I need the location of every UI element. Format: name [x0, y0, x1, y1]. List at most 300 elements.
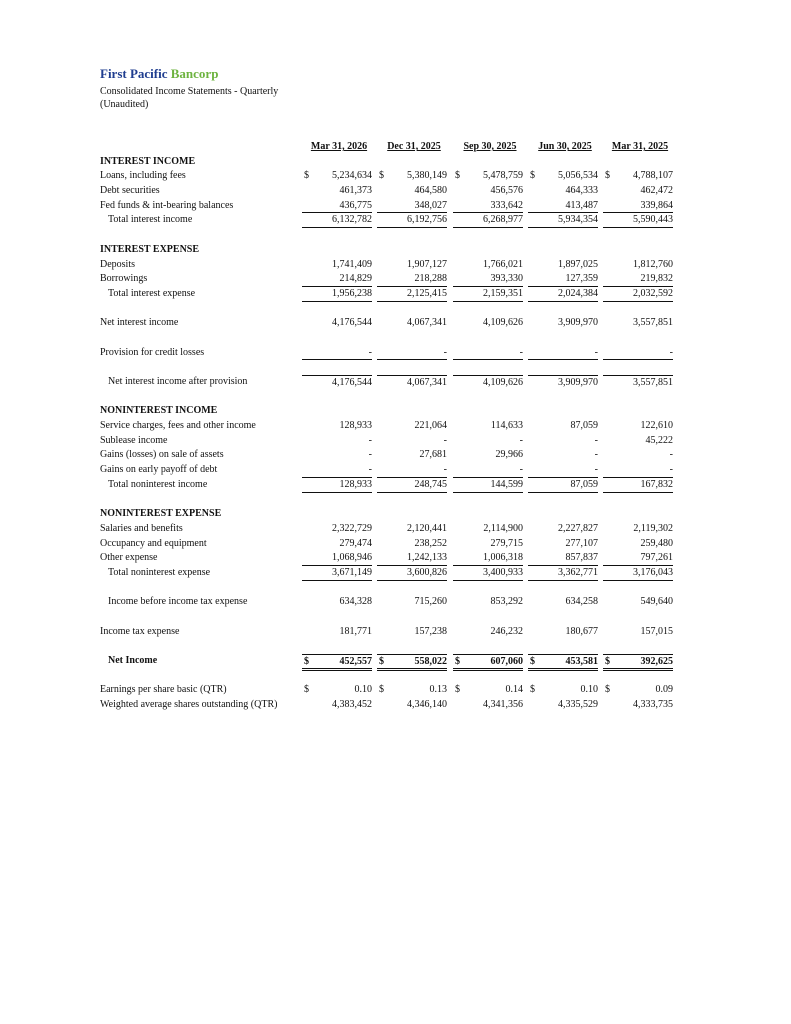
value-cell	[453, 595, 523, 610]
value-text: -	[368, 464, 372, 476]
value-cell	[528, 522, 598, 537]
value-text: 45,222	[645, 434, 673, 446]
line-item-row	[100, 478, 682, 493]
column-header: Dec 31, 2025	[387, 141, 441, 152]
value-text: 462,472	[640, 185, 673, 197]
value-cell	[528, 272, 598, 287]
value-text: 5,056,534	[558, 170, 598, 182]
value-text: 279,474	[339, 537, 372, 549]
value-text: 122,610	[640, 420, 673, 432]
value-cell	[603, 463, 673, 478]
value-text: 2,032,592	[633, 287, 673, 299]
dollar-sign: $	[304, 684, 309, 696]
value-cell	[603, 346, 673, 361]
value-text: -	[368, 449, 372, 461]
value-text: -	[594, 464, 598, 476]
value-cell	[377, 272, 447, 287]
value-cell	[302, 537, 372, 552]
dollar-sign: $	[455, 656, 460, 668]
value-text: 4,109,626	[483, 377, 523, 388]
value-cell	[528, 625, 598, 640]
value-cell	[528, 419, 598, 434]
line-item-label: Sublease income	[100, 434, 168, 446]
statement-title: Consolidated Income Statements - Quarterly	[100, 86, 279, 97]
value-cell	[377, 199, 447, 214]
line-item-row	[100, 683, 682, 698]
dollar-sign: $	[530, 684, 535, 696]
value-cell	[302, 478, 372, 493]
value-cell	[377, 625, 447, 640]
dollar-sign: $	[379, 656, 384, 668]
value-text: 453,581	[565, 656, 598, 668]
value-text: 3,557,851	[633, 377, 673, 388]
value-cell	[302, 199, 372, 214]
line-item-label: Earnings per share basic (QTR)	[100, 684, 227, 696]
value-cell	[453, 258, 523, 273]
value-cell	[603, 537, 673, 552]
value-text: 3,400,933	[483, 566, 523, 578]
value-text: -	[443, 464, 447, 476]
spacer-row	[100, 639, 682, 654]
value-cell	[603, 595, 673, 610]
value-text: 219,832	[640, 273, 673, 285]
value-cell	[603, 434, 673, 449]
value-cell	[528, 698, 598, 713]
value-text: 3,176,043	[633, 566, 673, 578]
value-text: 1,006,318	[483, 552, 523, 564]
value-text: -	[443, 434, 447, 446]
value-text: 4,176,544	[332, 317, 372, 329]
line-item-label: Occupancy and equipment	[100, 537, 207, 549]
line-item-row	[100, 625, 682, 640]
column-header: Jun 30, 2025	[538, 141, 592, 152]
line-item-label: Fed funds & int-bearing balances	[100, 199, 234, 211]
value-cell	[377, 316, 447, 331]
value-cell	[302, 448, 372, 463]
value-text: 461,373	[339, 185, 372, 197]
value-cell	[603, 213, 673, 228]
value-text: 2,119,302	[633, 522, 673, 534]
value-cell	[603, 184, 673, 199]
value-text: 180,677	[565, 625, 598, 637]
column-header: Mar 31, 2025	[611, 141, 669, 152]
value-cell	[377, 258, 447, 273]
value-text: 0.10	[354, 684, 372, 696]
value-text: 3,600,826	[407, 566, 447, 578]
value-text: 3,362,771	[558, 566, 598, 578]
value-cell	[377, 375, 447, 391]
value-text: 6,192,756	[407, 214, 447, 226]
value-cell	[528, 448, 598, 463]
value-text: 715,260	[414, 596, 447, 608]
value-text: -	[669, 449, 673, 461]
line-item-row	[100, 213, 682, 228]
value-cell	[603, 566, 673, 581]
value-text: 4,341,356	[483, 699, 523, 711]
value-text: 27,681	[419, 449, 447, 461]
value-cell	[603, 258, 673, 273]
value-cell	[528, 551, 598, 566]
line-item-label: Service charges, fees and other income	[100, 420, 256, 432]
line-item-row	[100, 551, 682, 566]
value-cell	[528, 434, 598, 449]
value-text: 87,059	[570, 478, 598, 490]
value-cell	[302, 698, 372, 713]
line-item-row	[100, 316, 682, 331]
value-cell	[302, 434, 372, 449]
value-cell	[528, 537, 598, 552]
value-cell	[377, 595, 447, 610]
value-text: 3,671,149	[332, 566, 372, 578]
value-cell	[302, 258, 372, 273]
value-text: 348,027	[414, 199, 447, 211]
value-cell	[377, 434, 447, 449]
value-cell	[377, 419, 447, 434]
value-cell	[302, 169, 372, 184]
spacer-row	[100, 302, 682, 317]
value-cell	[603, 287, 673, 302]
value-cell	[302, 419, 372, 434]
value-cell	[377, 698, 447, 713]
value-text: 857,837	[565, 552, 598, 564]
value-text: -	[368, 346, 372, 358]
value-cell	[302, 213, 372, 228]
value-text: 634,258	[565, 596, 598, 608]
value-cell	[377, 287, 447, 302]
line-item-row	[100, 375, 682, 390]
value-cell	[377, 551, 447, 566]
line-item-row	[100, 537, 682, 552]
value-text: 413,487	[565, 199, 598, 211]
spacer-row	[100, 228, 682, 243]
income-statement-table	[100, 140, 682, 713]
value-cell	[528, 184, 598, 199]
value-cell	[453, 683, 523, 698]
value-cell	[453, 169, 523, 184]
value-text: 128,933	[339, 478, 372, 490]
line-item-row	[100, 184, 682, 199]
spacer-row	[100, 581, 682, 596]
value-cell	[302, 272, 372, 287]
value-text: 5,380,149	[407, 170, 447, 182]
value-cell	[603, 551, 673, 566]
value-cell	[453, 419, 523, 434]
value-cell	[603, 478, 673, 493]
value-text: 1,068,946	[332, 552, 372, 564]
value-text: 1,907,127	[407, 258, 447, 270]
value-text: 238,252	[414, 537, 447, 549]
value-text: 4,335,529	[558, 699, 598, 711]
line-item-row	[100, 199, 682, 214]
value-text: 853,292	[490, 596, 523, 608]
value-cell	[302, 316, 372, 331]
value-cell	[453, 346, 523, 361]
value-text: 6,132,782	[332, 214, 372, 226]
line-item-label: Debt securities	[100, 185, 160, 197]
line-item-label: Net interest income after provision	[108, 376, 248, 387]
value-text: 214,829	[339, 273, 372, 285]
value-cell	[377, 478, 447, 493]
value-text: 5,590,443	[633, 214, 673, 226]
dollar-sign: $	[304, 170, 309, 182]
line-item-label: Income tax expense	[100, 625, 180, 637]
value-cell	[453, 287, 523, 302]
value-text: -	[669, 346, 673, 358]
value-cell	[528, 346, 598, 361]
spacer-row	[100, 493, 682, 508]
section-heading: NONINTEREST INCOME	[100, 405, 218, 417]
value-text: -	[368, 434, 372, 446]
line-item-row	[100, 346, 682, 361]
value-cell	[528, 316, 598, 331]
value-cell	[603, 683, 673, 698]
value-text: 1,812,760	[633, 258, 673, 270]
value-text: 464,333	[565, 185, 598, 197]
value-cell	[453, 463, 523, 478]
dollar-sign: $	[605, 170, 610, 182]
line-item-label: Borrowings	[100, 273, 148, 285]
line-item-label: Total noninterest expense	[108, 566, 211, 578]
value-cell	[377, 522, 447, 537]
value-text: -	[594, 434, 598, 446]
value-text: 1,956,238	[332, 287, 372, 299]
value-cell	[377, 346, 447, 361]
value-text: -	[519, 346, 523, 358]
line-item-label: Gains on early payoff of debt	[100, 464, 218, 476]
value-cell	[453, 199, 523, 214]
value-cell	[603, 522, 673, 537]
value-cell	[453, 478, 523, 493]
value-text: 2,227,827	[558, 522, 598, 534]
line-item-row	[100, 272, 682, 287]
value-cell	[528, 595, 598, 610]
value-cell	[302, 346, 372, 361]
value-text: -	[594, 449, 598, 461]
section-heading-row	[100, 243, 682, 258]
section-heading: INTEREST INCOME	[100, 155, 196, 167]
value-text: -	[443, 346, 447, 358]
value-cell	[603, 169, 673, 184]
line-item-row	[100, 522, 682, 537]
line-item-label: Provision for credit losses	[100, 346, 205, 358]
value-cell	[302, 683, 372, 698]
line-item-row	[100, 698, 682, 713]
value-text: 2,322,729	[332, 522, 372, 534]
value-text: 114,633	[490, 420, 523, 432]
net-income-row	[100, 654, 682, 669]
value-text: 157,015	[640, 625, 673, 637]
value-cell	[302, 184, 372, 199]
value-cell	[603, 419, 673, 434]
line-item-row	[100, 434, 682, 449]
section-heading-row	[100, 507, 682, 522]
value-text: 167,832	[640, 478, 673, 490]
value-text: 4,109,626	[483, 317, 523, 329]
line-item-row	[100, 595, 682, 610]
value-text: 558,022	[414, 656, 447, 668]
value-cell	[453, 698, 523, 713]
value-text: 2,125,415	[407, 287, 447, 299]
spacer-row	[100, 669, 682, 684]
spacer-row	[100, 360, 682, 375]
value-cell	[377, 169, 447, 184]
value-cell	[603, 625, 673, 640]
value-cell	[302, 463, 372, 478]
unaudited-note: (Unaudited)	[100, 99, 149, 110]
value-text: 797,261	[640, 552, 673, 564]
document-header	[100, 66, 278, 111]
value-cell	[453, 434, 523, 449]
value-text: 246,232	[490, 625, 523, 637]
value-text: 0.13	[429, 684, 447, 696]
value-text: 0.09	[655, 684, 673, 696]
line-item-row	[100, 463, 682, 478]
value-text: 452,557	[339, 656, 372, 668]
line-item-label: Total noninterest income	[108, 478, 208, 490]
value-cell	[453, 551, 523, 566]
value-text: 144,599	[490, 478, 523, 490]
value-cell	[302, 551, 372, 566]
dollar-sign: $	[379, 684, 384, 696]
company-name	[100, 66, 278, 82]
value-text: 3,557,851	[633, 317, 673, 329]
value-cell	[302, 566, 372, 581]
company-name-part1: First Pacific	[100, 66, 168, 81]
value-cell	[528, 258, 598, 273]
value-text: 279,715	[490, 537, 523, 549]
line-item-label: Gains (losses) on sale of assets	[100, 449, 224, 461]
value-text: 29,966	[495, 449, 523, 461]
value-cell	[302, 595, 372, 610]
value-text: 2,159,351	[483, 287, 523, 299]
value-text: -	[669, 464, 673, 476]
value-text: 634,328	[339, 596, 372, 608]
value-text: -	[519, 434, 523, 446]
line-item-row	[100, 287, 682, 302]
section-heading-row	[100, 155, 682, 170]
value-text: 0.10	[580, 684, 598, 696]
dollar-sign: $	[605, 656, 610, 668]
value-text: 157,238	[414, 625, 447, 637]
value-text: 339,864	[640, 199, 673, 211]
value-text: 0.14	[505, 684, 523, 696]
value-cell	[603, 316, 673, 331]
value-cell	[528, 375, 598, 391]
company-name-part2: Bancorp	[170, 66, 219, 81]
value-text: 1,242,133	[407, 552, 447, 564]
value-text: 2,114,900	[483, 522, 523, 534]
dollar-sign: $	[455, 170, 460, 182]
value-text: 87,059	[570, 420, 598, 432]
value-cell	[603, 698, 673, 713]
dollar-sign: $	[304, 656, 309, 668]
line-item-label: Net interest income	[100, 317, 179, 329]
value-cell	[528, 169, 598, 184]
value-text: 4,067,341	[407, 377, 447, 388]
value-cell	[528, 287, 598, 302]
value-cell	[302, 625, 372, 640]
value-cell	[453, 213, 523, 228]
value-text: 6,268,977	[483, 214, 523, 226]
value-text: 221,064	[414, 420, 447, 432]
value-text: 4,176,544	[332, 377, 372, 388]
value-cell	[377, 683, 447, 698]
line-item-row	[100, 419, 682, 434]
value-text: 259,480	[640, 537, 673, 549]
value-text: 248,745	[414, 478, 447, 490]
section-heading-row	[100, 404, 682, 419]
value-cell	[377, 463, 447, 478]
value-cell	[453, 522, 523, 537]
value-cell	[453, 316, 523, 331]
value-cell	[453, 566, 523, 581]
value-text: 277,107	[565, 537, 598, 549]
value-cell	[453, 184, 523, 199]
value-cell	[603, 199, 673, 214]
value-text: 607,060	[490, 656, 523, 668]
value-cell	[302, 522, 372, 537]
dollar-sign: $	[455, 684, 460, 696]
line-item-row	[100, 258, 682, 273]
line-item-label: Total interest income	[108, 214, 193, 226]
value-cell	[603, 448, 673, 463]
value-text: 4,383,452	[332, 699, 372, 711]
column-header: Mar 31, 2026	[310, 141, 368, 152]
value-text: 5,934,354	[558, 214, 598, 226]
value-text: 181,771	[339, 625, 372, 637]
value-cell	[377, 448, 447, 463]
value-cell	[453, 537, 523, 552]
value-text: 456,576	[490, 185, 523, 197]
line-item-row	[100, 448, 682, 463]
dollar-sign: $	[530, 656, 535, 668]
line-item-label: Other expense	[100, 552, 158, 564]
value-text: 333,642	[490, 199, 523, 211]
value-text: 392,625	[640, 656, 673, 668]
value-text: 436,775	[339, 199, 372, 211]
value-text: 4,788,107	[633, 170, 673, 182]
column-header: Sep 30, 2025	[463, 141, 517, 152]
value-text: 218,288	[414, 273, 447, 285]
dollar-sign: $	[530, 170, 535, 182]
line-item-label: Net Income	[108, 655, 158, 667]
line-item-label: Total interest expense	[108, 287, 196, 299]
value-cell	[377, 184, 447, 199]
value-text: -	[519, 464, 523, 476]
value-cell	[377, 537, 447, 552]
value-text: 1,897,025	[558, 258, 598, 270]
value-cell	[528, 566, 598, 581]
line-item-label: Deposits	[100, 258, 135, 270]
value-text: 5,234,634	[332, 170, 372, 182]
value-cell	[302, 287, 372, 302]
section-heading: INTEREST EXPENSE	[100, 243, 200, 255]
value-text: 127,359	[565, 273, 598, 285]
line-item-row	[100, 566, 682, 581]
value-text: 5,478,759	[483, 170, 523, 182]
value-cell	[528, 213, 598, 228]
line-item-label: Income before income tax expense	[108, 596, 248, 608]
value-text: 4,346,140	[407, 699, 447, 711]
value-cell	[528, 683, 598, 698]
spacer-row	[100, 331, 682, 346]
value-text: 4,333,735	[633, 699, 673, 711]
column-header-row	[100, 140, 682, 155]
line-item-label: Loans, including fees	[100, 170, 186, 182]
dollar-sign: $	[605, 684, 610, 696]
line-item-row	[100, 169, 682, 184]
value-cell	[453, 272, 523, 287]
